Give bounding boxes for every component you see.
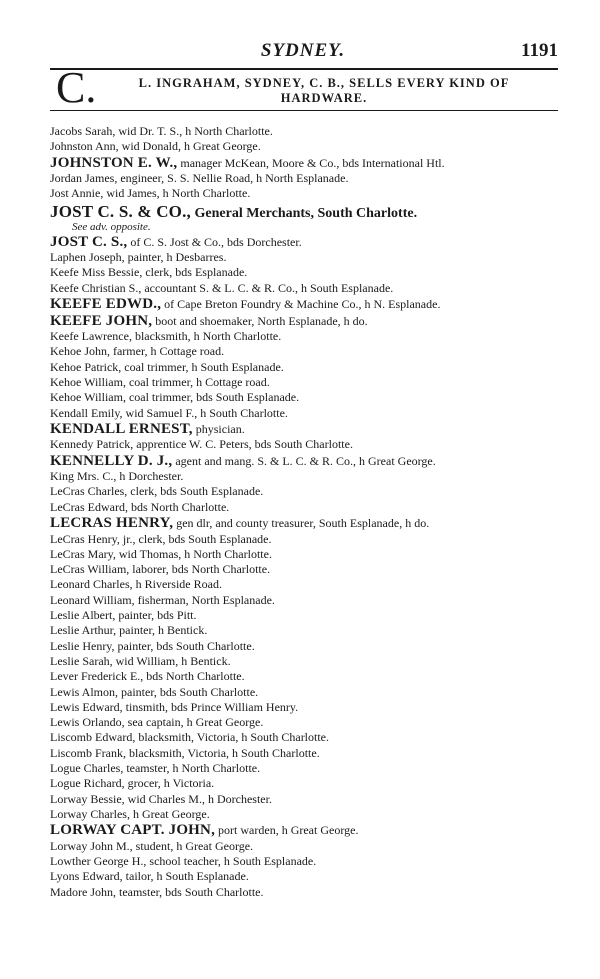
entry-details: Logue Richard, grocer, h Victoria. bbox=[50, 776, 215, 791]
directory-entry bbox=[50, 296, 560, 313]
directory-entry bbox=[50, 375, 560, 390]
entry-details: LeCras Edward, bds North Charlotte. bbox=[50, 499, 230, 514]
entry-details: Lewis Almon, painter, bds South Charlotte. bbox=[50, 684, 259, 699]
directory-entry bbox=[50, 313, 560, 330]
directory-entry bbox=[50, 234, 560, 251]
entry-details: boot and shoemaker, North Esplanade, h do. bbox=[152, 313, 368, 328]
directory-entry bbox=[50, 792, 560, 807]
advert-initial: C. bbox=[56, 63, 97, 112]
directory-entry bbox=[50, 746, 560, 761]
directory-entry bbox=[50, 623, 560, 638]
directory-entry bbox=[50, 453, 560, 470]
directory-entry bbox=[50, 854, 560, 869]
running-title: SYDNEY. bbox=[260, 40, 346, 61]
directory-entry bbox=[50, 437, 560, 452]
entry-details: Liscomb Edward, blacksmith, Victoria, h South Charlotte. bbox=[50, 730, 330, 745]
entry-details: Jacobs Sarah, wid Dr. T. S., h North Charlotte. bbox=[50, 124, 273, 138]
entry-details: Kennedy Patrick, apprentice W. C. Peters, bds South Charlotte. bbox=[50, 437, 353, 452]
directory-entry bbox=[50, 265, 560, 280]
directory-entry bbox=[50, 700, 560, 715]
directory-entry bbox=[50, 484, 560, 499]
entry-details: Lever Frederick E., bds North Charlotte. bbox=[50, 669, 245, 684]
entry-details: Kehoe William, coal trimmer, h Cottage road. bbox=[50, 374, 270, 389]
entry-details: Leonard William, fisherman, North Esplanade. bbox=[50, 592, 275, 607]
entry-details: General Merchants, South Charlotte. bbox=[191, 205, 418, 221]
entry-name: KEEFE JOHN, bbox=[50, 312, 153, 329]
entry-details: port warden, h Great George. bbox=[215, 823, 359, 838]
entry-details: Keefe Miss Bessie, clerk, bds Esplanade. bbox=[50, 265, 248, 280]
entry-details: Lorway Charles, h Great George. bbox=[50, 806, 210, 821]
directory-entry bbox=[50, 202, 560, 221]
entry-details: Leslie Arthur, painter, h Bentick. bbox=[50, 623, 208, 638]
directory-entry bbox=[50, 500, 560, 515]
entry-details: LeCras Charles, clerk, bds South Esplanade. bbox=[50, 484, 264, 499]
entry-details: Jordan James, engineer, S. S. Nellie Road, h North Esplanade. bbox=[50, 171, 349, 186]
directory-entry bbox=[50, 547, 560, 562]
entry-details: LeCras Mary, wid Thomas, h North Charlotte. bbox=[50, 546, 272, 561]
advert-line-2: HARDWARE. bbox=[280, 91, 368, 105]
entry-details: Kehoe William, coal trimmer, bds South Esplanade. bbox=[50, 390, 300, 405]
entry-note: See adv. opposite. bbox=[72, 220, 151, 233]
entry-details: Leslie Albert, painter, bds Pitt. bbox=[50, 608, 197, 623]
entry-name: KEEFE EDWD., bbox=[50, 296, 162, 313]
entry-details: Madore John, teamster, bds South Charlotte. bbox=[50, 884, 264, 899]
entry-details: Keefe Lawrence, blacksmith, h North Charlotte. bbox=[50, 329, 282, 344]
entry-details: Leslie Sarah, wid William, h Bentick. bbox=[50, 653, 231, 668]
directory-entries bbox=[50, 124, 560, 900]
entry-details: Kendall Emily, wid Samuel F., h South Charlotte. bbox=[50, 405, 288, 420]
directory-entry bbox=[50, 839, 560, 854]
directory-entry bbox=[50, 577, 560, 592]
directory-entry bbox=[50, 186, 560, 201]
directory-entry bbox=[50, 822, 560, 839]
directory-entry bbox=[50, 532, 560, 547]
directory-entry bbox=[50, 885, 560, 900]
directory-entry bbox=[50, 869, 560, 884]
directory-entry bbox=[50, 730, 560, 745]
entry-name: KENNELLY D. J., bbox=[50, 452, 173, 469]
entry-details: Lorway Bessie, wid Charles M., h Dorchester. bbox=[50, 791, 272, 806]
entry-details: Kehoe Patrick, coal trimmer, h South Esplanade. bbox=[50, 359, 284, 374]
entry-name: JOST C. S. & CO., bbox=[50, 201, 192, 221]
entry-name: JOHNSTON E. W., bbox=[50, 154, 178, 171]
directory-entry bbox=[50, 124, 560, 139]
entry-name: LECRAS HENRY, bbox=[50, 515, 174, 532]
directory-entry bbox=[50, 329, 560, 344]
directory-entry bbox=[50, 807, 560, 822]
entry-details: agent and mang. S. & L. C. & R. Co., h Great George. bbox=[172, 453, 436, 468]
page-number: 1191 bbox=[521, 40, 558, 61]
entry-details: Lyons Edward, tailor, h South Esplanade. bbox=[50, 869, 249, 884]
entry-details: Leonard Charles, h Riverside Road. bbox=[50, 577, 222, 592]
entry-details: Lewis Edward, tinsmith, bds Prince William Henry. bbox=[50, 699, 299, 714]
entry-details: Jost Annie, wid James, h North Charlotte. bbox=[50, 186, 251, 201]
advert-text bbox=[90, 76, 558, 106]
directory-entry bbox=[50, 639, 560, 654]
directory-entry bbox=[50, 562, 560, 577]
entry-name: JOST C. S., bbox=[50, 233, 128, 250]
directory-entry bbox=[50, 469, 560, 484]
directory-entry bbox=[50, 715, 560, 730]
directory-entry bbox=[50, 406, 560, 421]
directory-entry bbox=[50, 776, 560, 791]
directory-entry bbox=[50, 669, 560, 684]
advert-line-1: L. INGRAHAM, SYDNEY, C. B., SELLS EVERY KIND OF bbox=[138, 76, 510, 90]
directory-entry bbox=[50, 139, 560, 154]
entry-details: Lewis Orlando, sea captain, h Great George. bbox=[50, 715, 264, 730]
directory-entry bbox=[50, 390, 560, 405]
directory-entry bbox=[50, 171, 560, 186]
entry-details: manager McKean, Moore & Co., bds International Htl. bbox=[177, 155, 445, 170]
directory-entry bbox=[50, 593, 560, 608]
entry-details: Lowther George H., school teacher, h South Esplanade. bbox=[50, 853, 317, 868]
entry-details: Johnston Ann, wid Donald, h Great George. bbox=[50, 139, 261, 154]
entry-name: LORWAY CAPT. JOHN, bbox=[50, 822, 216, 839]
entry-details: of C. S. Jost & Co., bds Dorchester. bbox=[127, 234, 302, 249]
entry-details: physician. bbox=[192, 421, 245, 436]
directory-entry bbox=[50, 281, 560, 296]
directory-entry bbox=[50, 515, 560, 532]
entry-details: of Cape Breton Foundry & Machine Co., h N. Esplanade. bbox=[161, 297, 441, 312]
entry-details: gen dlr, and county treasurer, South Esplanade, h do. bbox=[173, 516, 430, 531]
entry-details: Leslie Henry, painter, bds South Charlotte. bbox=[50, 638, 255, 653]
entry-details: Liscomb Frank, blacksmith, Victoria, h South Charlotte. bbox=[50, 745, 320, 760]
entry-details: Laphen Joseph, painter, h Desbarres. bbox=[50, 250, 227, 265]
entry-details: Logue Charles, teamster, h North Charlotte. bbox=[50, 761, 261, 775]
page-header bbox=[48, 38, 558, 66]
directory-entry bbox=[50, 685, 560, 700]
entry-details: LeCras William, laborer, bds North Charlotte. bbox=[50, 562, 271, 577]
entry-details: Keefe Christian S., accountant S. & L. C. & R. Co., h South Esplanade. bbox=[50, 280, 394, 295]
directory-entry bbox=[50, 344, 560, 359]
entry-details: King Mrs. C., h Dorchester. bbox=[50, 469, 184, 484]
entry-details: LeCras Henry, jr., clerk, bds South Esplanade. bbox=[50, 531, 272, 546]
entry-details: Lorway John M., student, h Great George. bbox=[50, 838, 254, 853]
directory-entry bbox=[50, 761, 560, 776]
directory-entry bbox=[50, 155, 560, 172]
advert-rule bbox=[50, 110, 558, 111]
entry-name: KENDALL ERNEST, bbox=[50, 420, 193, 437]
entry-details: Kehoe John, farmer, h Cottage road. bbox=[50, 344, 225, 359]
directory-entry bbox=[50, 654, 560, 669]
directory-entry bbox=[50, 221, 560, 234]
advertisement-banner bbox=[50, 63, 558, 112]
directory-entry bbox=[50, 421, 560, 438]
directory-entry bbox=[50, 608, 560, 623]
directory-entry bbox=[50, 250, 560, 265]
directory-entry bbox=[50, 360, 560, 375]
